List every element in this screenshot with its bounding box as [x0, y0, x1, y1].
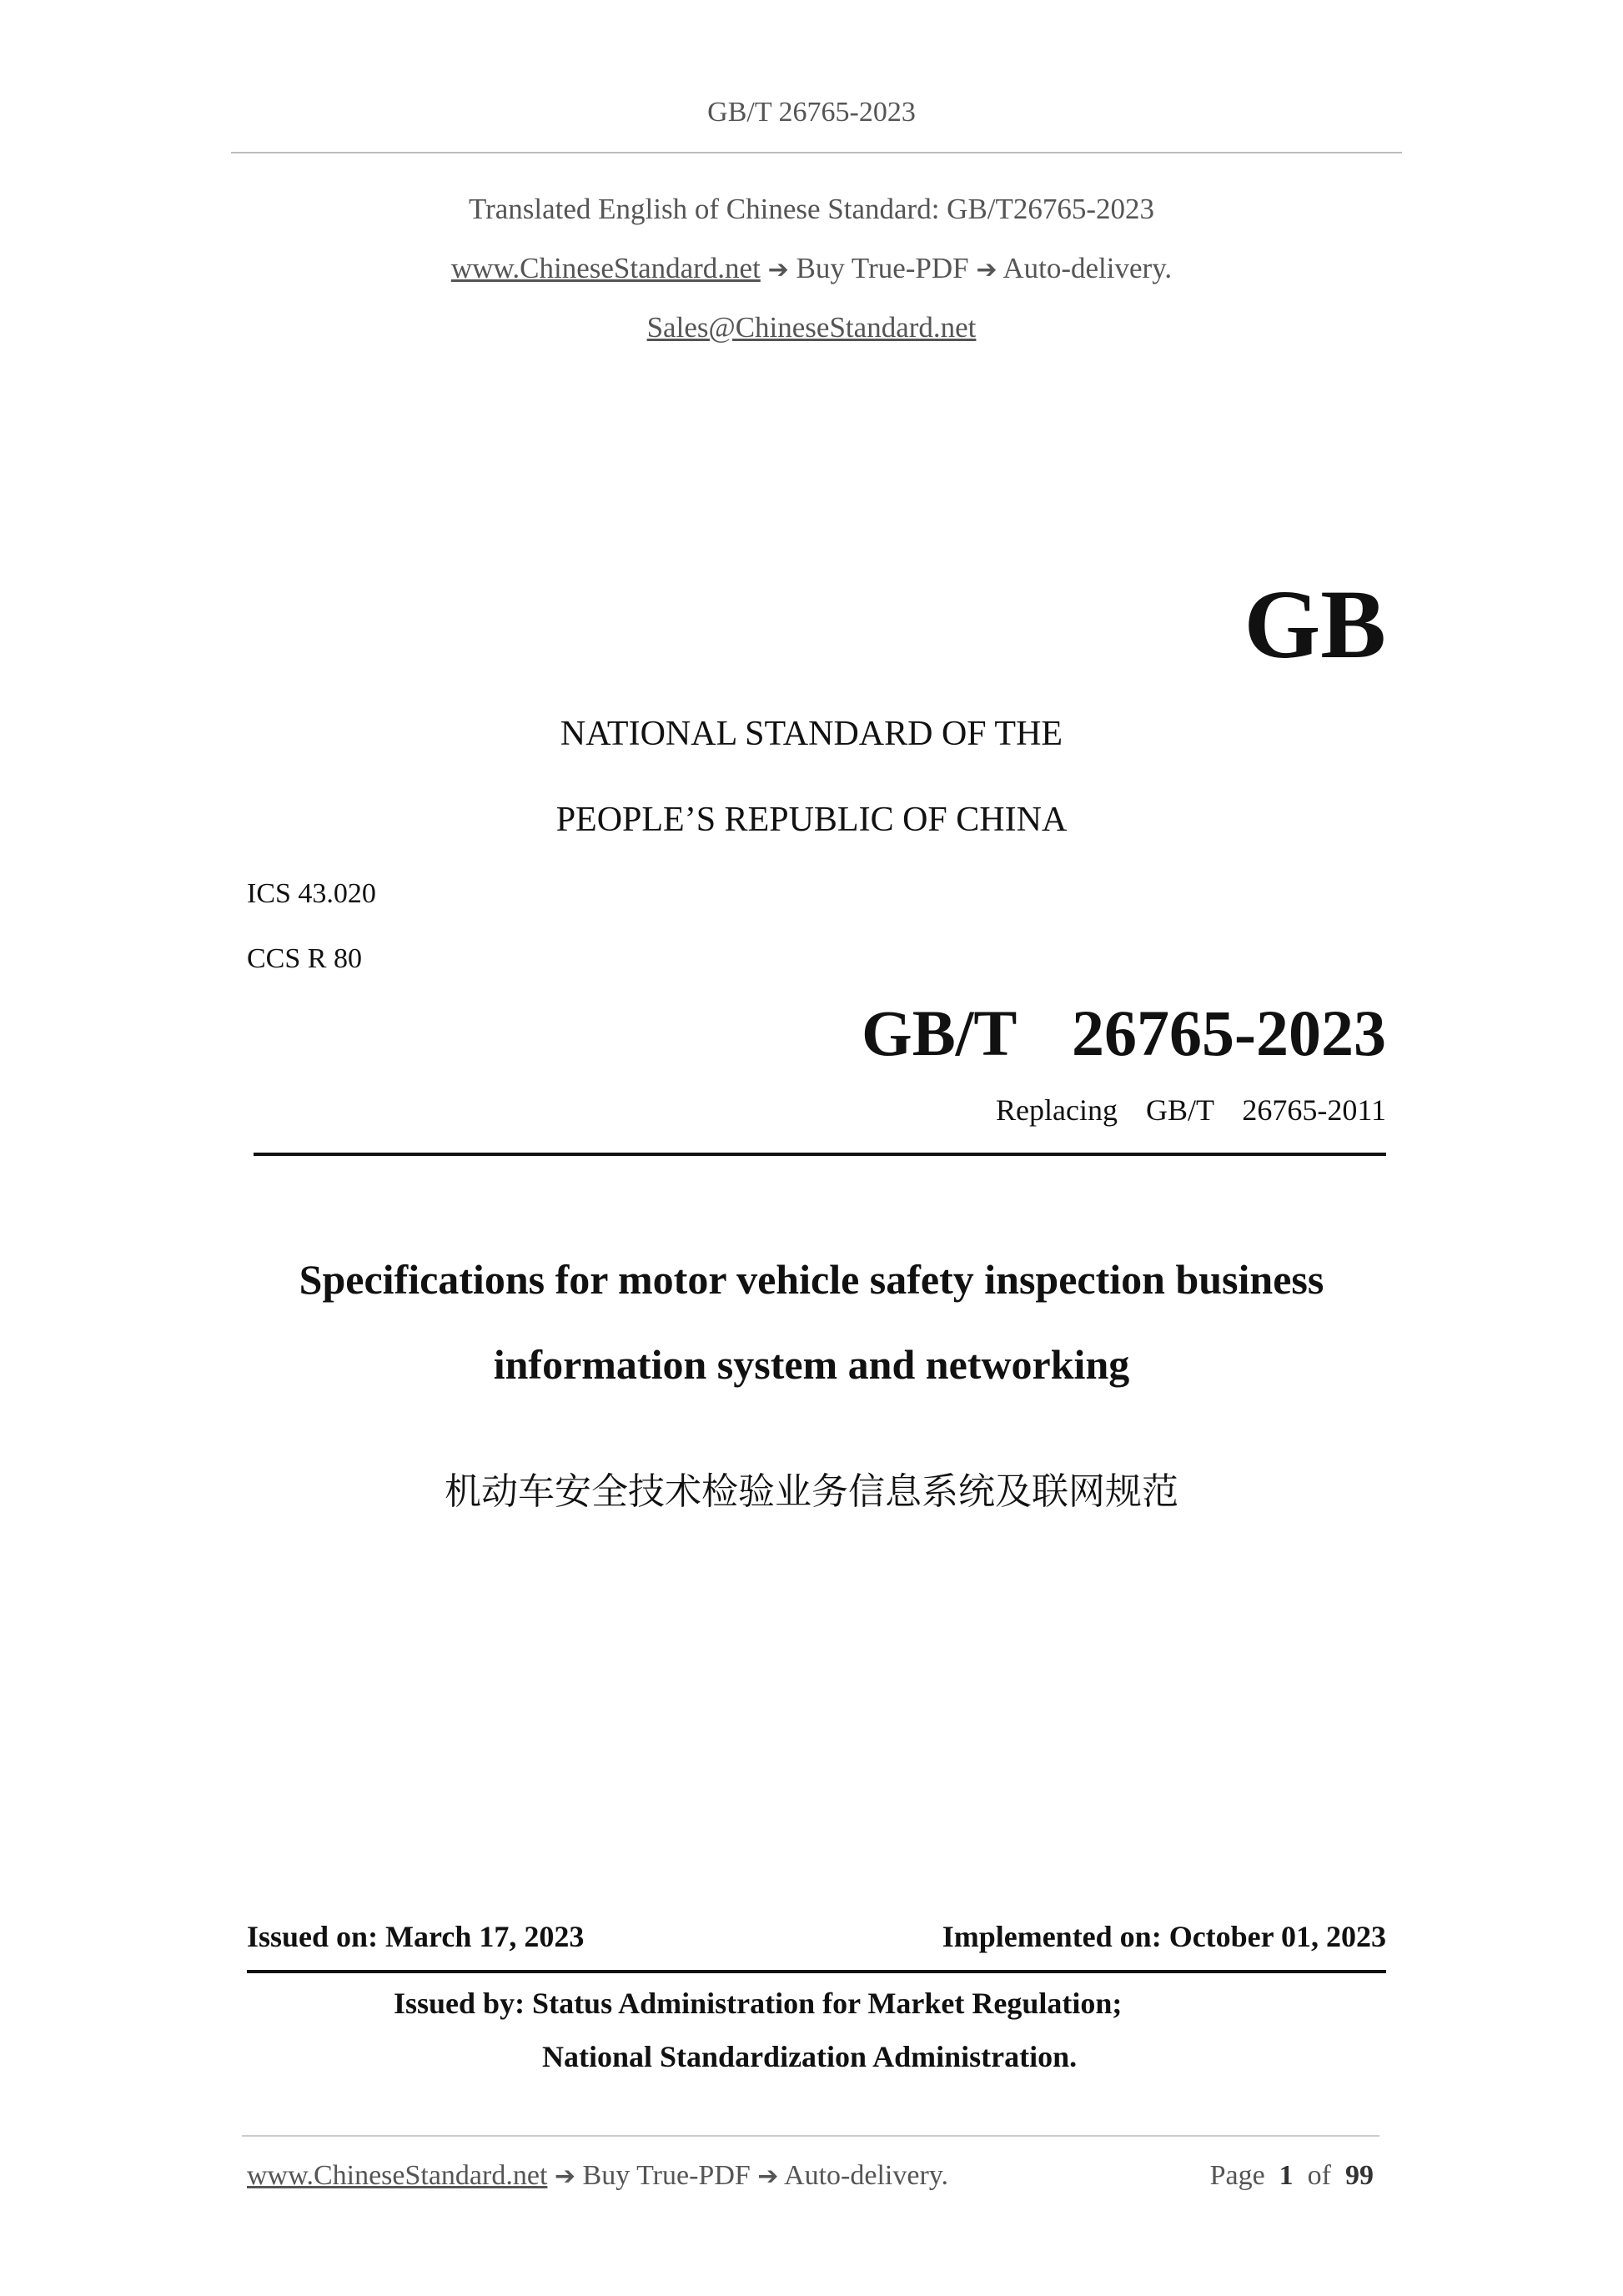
ccs-code: CCS R 80 [247, 943, 362, 974]
running-header-title: GB/T 26765-2023 [707, 97, 916, 128]
footer-delivery-text: Auto-delivery. [784, 2160, 949, 2191]
translated-label: Translated English of Chinese Standard: GB/T26765-2023 [468, 193, 1155, 225]
arrow-right-icon: ➔ [976, 255, 997, 284]
page-label: Page [1209, 2160, 1265, 2191]
english-title-line-1: Specifications for motor vehicle safety inspection business [299, 1256, 1324, 1303]
footer-site-link[interactable]: www.ChineseStandard.net [247, 2160, 548, 2191]
issued-on-date: Issued on: March 17, 2023 [247, 1920, 585, 1953]
standard-number: GB/T 26765-2023 [862, 997, 1386, 1069]
arrow-right-icon: ➔ [554, 2162, 576, 2191]
total-pages: 99 [1345, 2160, 1374, 2191]
issue-divider [247, 1970, 1386, 1973]
auto-delivery-text: Auto-delivery. [1002, 252, 1173, 284]
arrow-right-icon: ➔ [757, 2162, 779, 2191]
title-divider [254, 1153, 1386, 1156]
page-indicator [1210, 2160, 1374, 2192]
header-purchase-line [0, 252, 1623, 285]
issued-by-line-2: National Standardization Administration. [542, 2040, 1078, 2073]
page-number: 1 [1279, 2160, 1294, 2191]
footer-purchase-line [247, 2160, 948, 2192]
replacing-standard: Replacing GB/T 26765-2011 [996, 1093, 1386, 1127]
issued-by-line-1: Issued by: Status Administration for Market Regulation; [394, 1987, 1123, 2020]
sales-email-link[interactable]: Sales@ChineseStandard.net [646, 311, 977, 344]
site-link[interactable]: www.ChineseStandard.net [450, 252, 761, 284]
implemented-on-date: Implemented on: October 01, 2023 [942, 1920, 1386, 1953]
republic-line: PEOPLE’S REPUBLIC OF CHINA [555, 801, 1068, 839]
chinese-title: 机动车安全技术检验业务信息系统及联网规范 [445, 1470, 1178, 1513]
national-standard-line: NATIONAL STANDARD OF THE [560, 715, 1063, 753]
email-line [0, 311, 1623, 344]
footer-buy-text: Buy True-PDF [582, 2160, 751, 2191]
ics-code: ICS 43.020 [247, 878, 376, 909]
arrow-right-icon: ➔ [767, 255, 789, 284]
footer-divider [242, 2135, 1379, 2137]
buy-true-pdf-text: Buy True-PDF [796, 252, 969, 284]
english-title-line-2: information system and networking [493, 1341, 1130, 1388]
of-label: of [1307, 2160, 1331, 2191]
header-divider [231, 152, 1402, 153]
gb-logo: GB [1244, 570, 1386, 679]
